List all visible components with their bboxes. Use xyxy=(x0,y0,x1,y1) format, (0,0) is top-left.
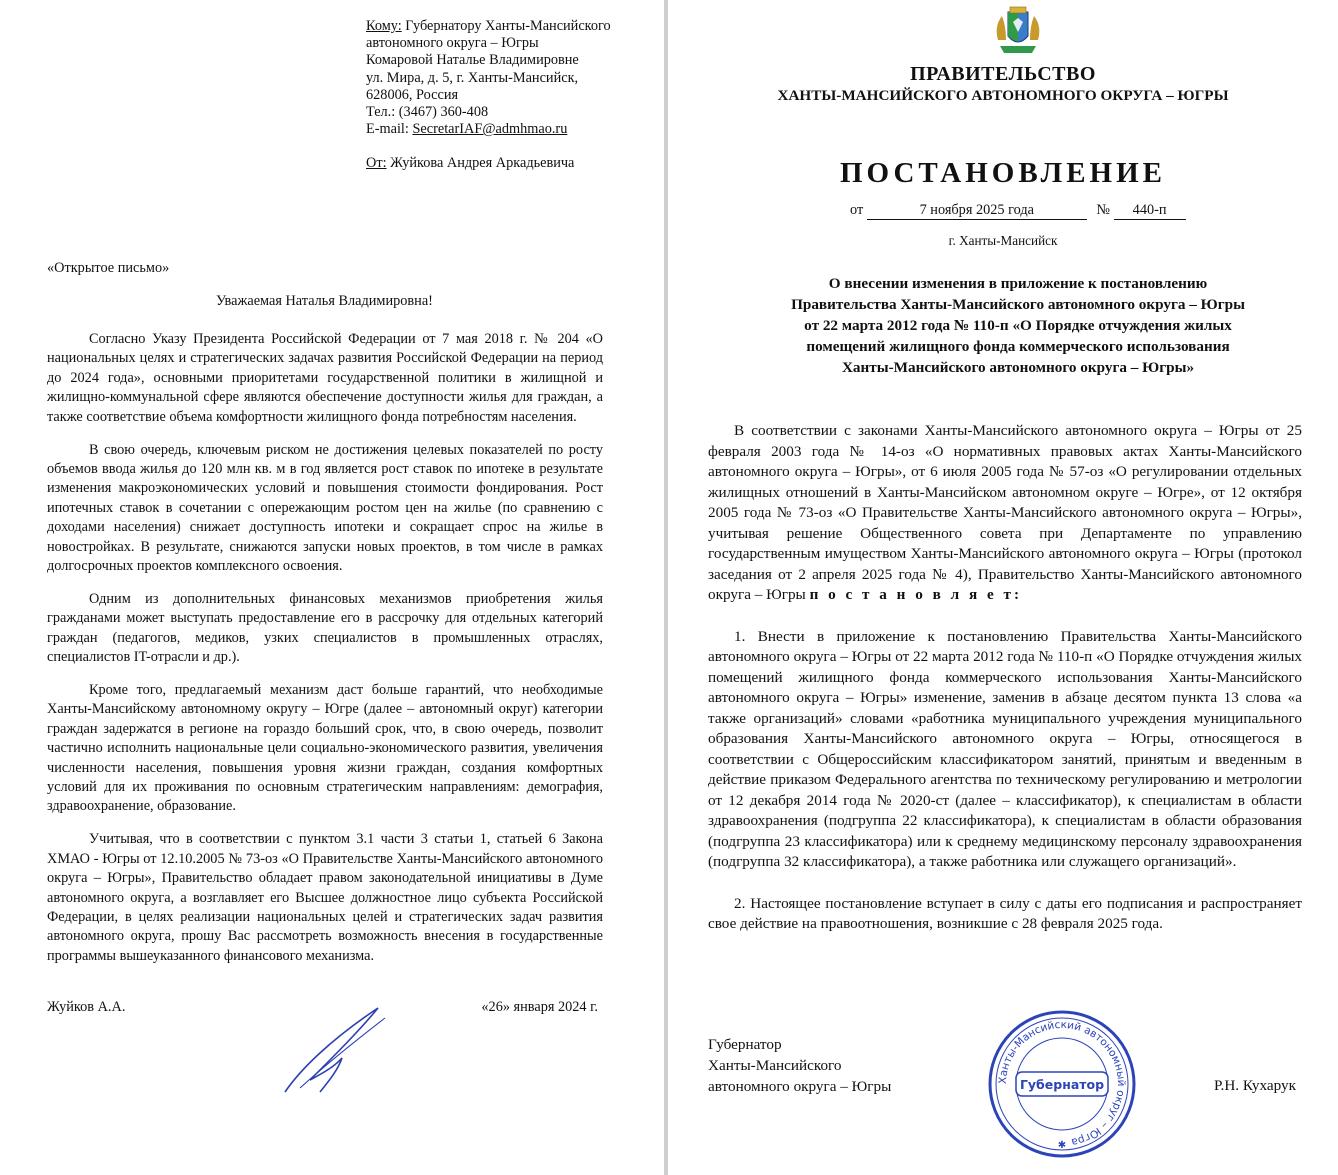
date-prefix: от xyxy=(850,202,864,218)
handwritten-signature xyxy=(280,1000,390,1100)
government-title: ПРАВИТЕЛЬСТВО xyxy=(910,63,1096,85)
greeting: Уважаемая Наталья Владимировна! xyxy=(216,293,433,309)
letter-paragraph: Учитывая, что в соответствии с пунктом 3.1 части 3 статьи 1, статьей 6 Закона ХМАО - Югры от 12.10.2005 № 73-оз «О Правительстве Ханты-Мансийского автономного округа – Югры», Правительство обладает правом законодательной инициативы в Думе автономного округа, а возглавляет его Высшее должностное лицо субъекта Российской Федерации, в целях реализации национальных целей и стратегических задач развития автономного округа, прошу Вас рассмотреть возможность внесения в государственные программы вышеуказанного финансового механизма. xyxy=(47,831,603,964)
title-line: от 22 марта 2012 года № 110-п «О Порядке отчуждения жилых xyxy=(804,317,1232,334)
to-line-2: автономного округа – Югры xyxy=(366,35,539,52)
seal-center-text: Губернатор xyxy=(1019,1077,1105,1092)
signatory-line: Губернатор xyxy=(708,1036,782,1053)
open-letter-page xyxy=(0,0,664,1175)
letter-paragraph: Кроме того, предлагаемый механизм даст больше гарантий, что необходимые Ханты-Мансийскому автономному округу – Югре (далее – автономный округ) категории граждан задержатся в регионе на гораздо больший срок, что, в свою очередь, позволит частично исполнить национальные цели социально-экономического развития, увеличения численности населения, повышения уровня жизни граждан, создания комфортных условий для их проживания по основным стратегическим направлениям: демография, здравоохранение, образование. xyxy=(47,682,603,815)
addressee-block xyxy=(366,18,646,173)
to-line-4: ул. Мира, д. 5, г. Ханты-Мансийск, xyxy=(366,69,579,86)
letter-body xyxy=(47,330,603,980)
preamble-text: В соответствии с законами Ханты-Мансийского автономного округа – Югры от 25 февраля 2003 года № 14-оз «О нормативных правовых актах Ханты-Мансийского автономного округа – Югры», от 6 июля 2005 года № 57-оз «О регулировании отдельных жилищных отношений в Ханты-Мансийском автономном округе – Югре», от 12 октября 2005 года № 73-оз «О Правительстве Ханты-Мансийского автономного округа – Югры», учитывая решение Общественного совета при Департаменте по управлению государственным имуществом Ханты-Мансийского автономного округа – Югры (протокол заседания от 2 апреля 2025 года № 4), Правительство Ханты-Мансийского автономного округа – Югры xyxy=(708,422,1302,603)
signatory-title xyxy=(708,1034,891,1097)
item-1: 1. Внести в приложение к постановлению Правительства Ханты-Мансийского автономного округа – Югры от 22 марта 2012 года № 110-п «О Порядке отчуждения жилых помещений жилищного фонда коммерческого использования Ханты-Мансийского автономного округа – Югры» изменение, заменив в абзаце десятом пункта 13 слова «а также организаций» словами «работника муниципального учреждения муниципального образования Ханты-Мансийского автономного округа – Югры, относящегося в соответствии с Общероссийским классификатором занятий, принятым и введенным в действие приказом Федерального агентства по техническому регулированию и метрологии от 12 декабря 2014 года № 2020-ст (далее – классификатор), к специалистам в области здравоохранения (подгруппа 22 классификатора), к специалистам в области образования (подгруппа 23 классификатора) или к среднему медицинскому персоналу здравоохранения (подгруппа 32 классификатора), а также работника или служащего организаций». xyxy=(708,627,1302,870)
title-line: Правительства Ханты-Мансийского автономного округа – Югры xyxy=(791,296,1245,313)
open-letter-label: «Открытое письмо» xyxy=(47,260,170,276)
letter-paragraph: Одним из дополнительных финансовых механизмов приобретения жилья гражданами может выступать предоставление его в рассрочку для отдельных категорий граждан (педагогов, медиков, узких специалистов в промышленных отраслях, специалистов IT-отрасли и др.). xyxy=(47,590,603,666)
to-line-1: Губернатору Ханты-Мансийского xyxy=(405,18,611,34)
signatory-line: автономного округа – Югры xyxy=(708,1078,892,1095)
email-link[interactable]: SecretarIAF@admhmao.ru xyxy=(412,121,568,138)
item-2: 2. Настоящее постановление вступает в силу с даты его подписания и распространяет свое действие на правоотношения, возникшие с 28 февраля 2025 года. xyxy=(708,894,1302,932)
signatory-line: Ханты-Мансийского xyxy=(708,1057,842,1074)
resolution-page xyxy=(668,0,1338,1175)
seal-ring-text: Ханты-Мансийский автономный округ – Югра xyxy=(996,1018,1128,1149)
letter-date: «26» января 2024 г. xyxy=(481,999,598,1015)
resolution-date: 7 ноября 2025 года xyxy=(867,202,1087,220)
resolution-body xyxy=(708,421,1302,956)
letter-paragraph: В свою очередь, ключевым риском не достижения целевых показателей по росту объемов ввода жилья до 120 млн кв. м в год является рост ставок по ипотеке в результате изменения макроэкономических условий и повышения стоимости фондирования. Рост ипотечных ставок в сочетании с опережающим ростом цен на жилье (по сравнению с доходами населения) снижает доступность ипотеки и сокращает спрос на жилье в новостройках. В результате, снижаются запуски новых проектов, в том числе в рамках долгосрочных проектов комплексного освоения. xyxy=(47,441,603,574)
document-type: ПОСТАНОВЛЕНИЕ xyxy=(839,157,1166,189)
from-label: От: xyxy=(366,155,387,172)
from-name: Жуйкова Андрея Аркадьевича xyxy=(390,155,575,172)
city: г. Ханты-Мансийск xyxy=(948,233,1058,248)
letter-paragraph: Согласно Указу Президента Российской Федерации от 7 мая 2018 г. № 204 «О национальных целях и стратегических задачах развития Российской Федерации на период до 2024 года», основными приоритетами государственной политики в жилищной и жилищно-коммунальной сфере являются обеспечение доступности жилья для граждан, а также соответствие объема комфортности жилищного фонда потребностям населения. xyxy=(47,331,603,425)
letter-signer: Жуйков А.А. xyxy=(47,999,126,1015)
number-prefix: № xyxy=(1096,202,1111,218)
title-line: помещений жилищного фонда коммерческого использования xyxy=(806,338,1230,355)
coat-of-arms-icon xyxy=(986,6,1050,56)
resolution-title xyxy=(748,273,1288,378)
decree-word: п о с т а н о в л я е т: xyxy=(809,586,1023,603)
title-line: О внесении изменения в приложение к постановлению xyxy=(828,275,1208,292)
official-seal xyxy=(986,1008,1138,1160)
date-number-row xyxy=(850,202,1186,220)
email-label: E-mail: xyxy=(366,121,413,138)
government-subtitle: ХАНТЫ-МАНСИЙСКОГО АВТОНОМНОГО ОКРУГА – ЮГРЫ xyxy=(777,87,1229,104)
phone: Тел.: (3467) 360-408 xyxy=(366,104,489,121)
preamble-paragraph xyxy=(708,421,1302,606)
seal-star-icon: ✱ xyxy=(1057,1140,1067,1151)
to-line-5: 628006, Россия xyxy=(366,86,459,103)
signatory-name: Р.Н. Кухарук xyxy=(1214,1077,1296,1094)
to-line-3: Комаровой Наталье Владимировне xyxy=(366,52,579,69)
resolution-number: 440-п xyxy=(1114,202,1186,220)
to-label: Кому: xyxy=(366,18,402,34)
title-line: Ханты-Мансийского автономного округа – Югры» xyxy=(841,359,1195,376)
